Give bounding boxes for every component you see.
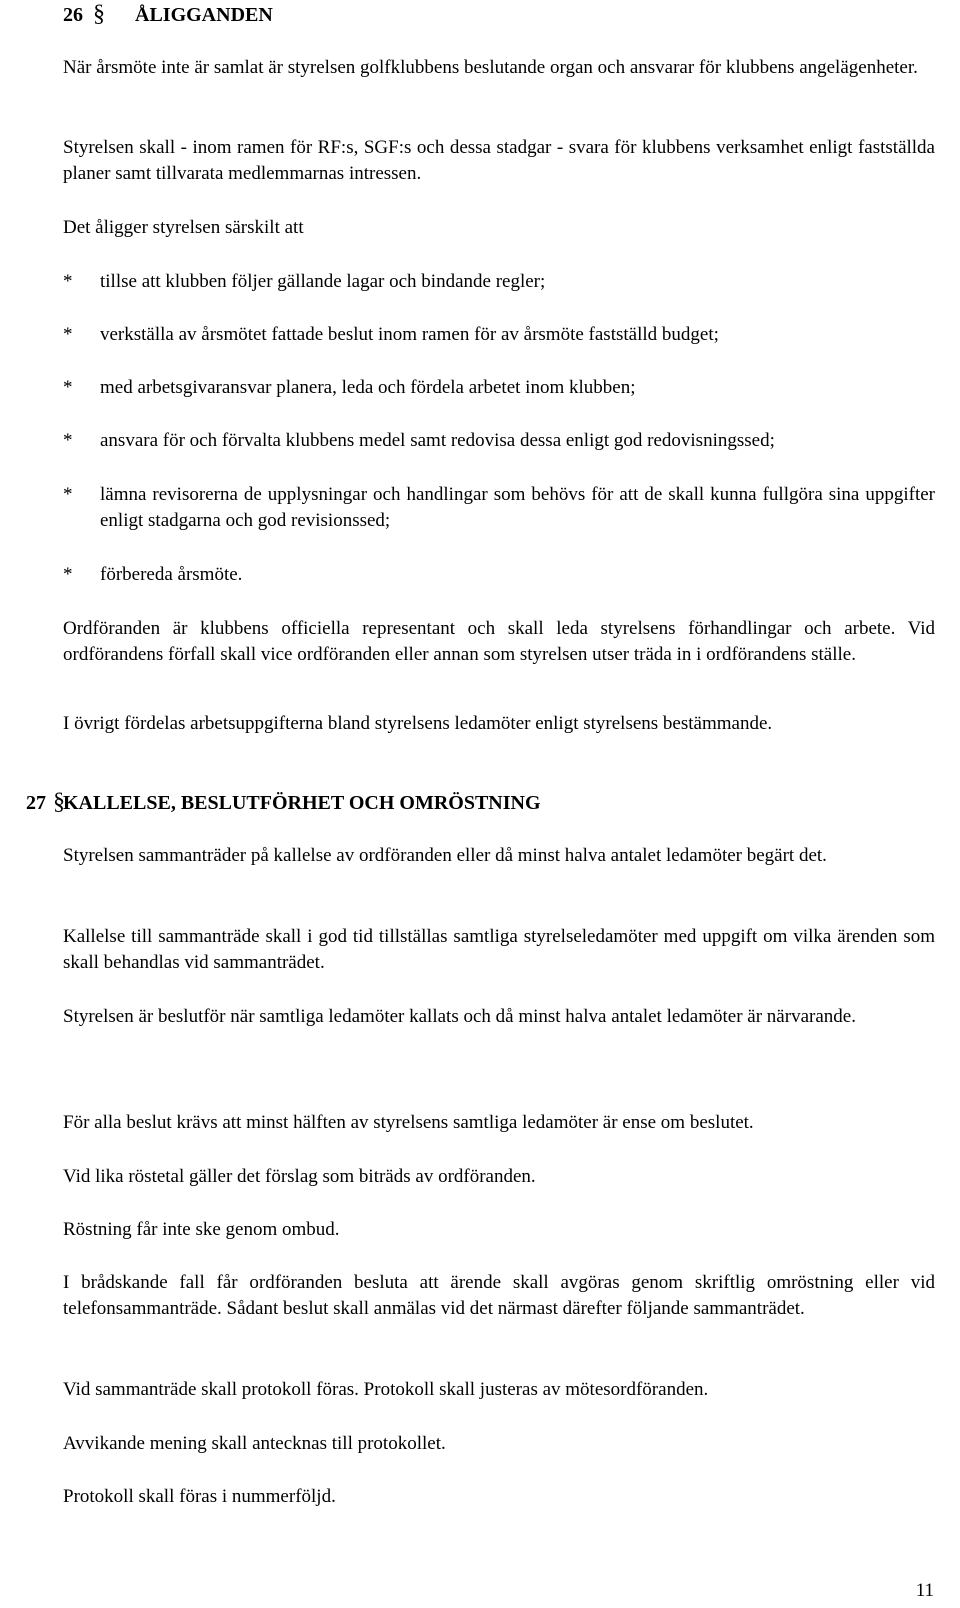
bullet-marker: * (63, 271, 73, 292)
bullet-marker: * (63, 564, 73, 585)
bullet-marker: * (63, 377, 73, 398)
bullet-marker: * (63, 324, 73, 345)
paragraph: Ordföranden är klubbens officiella representant och skall leda styrelsens förhandlingar och arbete. Vid ordförandens förfall skall vice ordföranden eller annan som styrelsen utser träda in i ordförandens ställe. (63, 618, 935, 665)
section-27-heading (26, 790, 726, 818)
paragraph: Protokoll skall föras i nummerföljd. (63, 1486, 336, 1507)
section-26-title: ÅLIGGANDEN (135, 4, 273, 26)
paragraph: Avvikande mening skall antecknas till protokollet. (63, 1433, 446, 1454)
list-item-text: tillse att klubben följer gällande lagar och bindande regler; (100, 271, 546, 292)
list-item-text: verkställa av årsmötet fattade beslut inom ramen för av årsmöte fastställd budget; (100, 324, 719, 345)
paragraph: Vid sammanträde skall protokoll föras. Protokoll skall justeras av mötesordföranden. (63, 1379, 709, 1400)
section-26-heading (63, 2, 463, 30)
paragraph: Kallelse till sammanträde skall i god tid tillställas samtliga styrelseledamöter med uppgift om vilka ärenden som skall behandlas vid sammanträdet. (63, 926, 935, 973)
section-27-number: 27 (26, 792, 46, 814)
paragraph: För alla beslut krävs att minst hälften av styrelsens samtliga ledamöter är ense om beslutet. (63, 1112, 754, 1133)
bullet-marker: * (63, 430, 73, 451)
paragraph: Styrelsen skall - inom ramen för RF:s, SGF:s och dessa stadgar - svara för klubbens verksamhet enligt fastställda planer samt tillvarata medlemmarnas intressen. (63, 137, 935, 184)
list-item-text: med arbetsgivaransvar planera, leda och fördela arbetet inom klubben; (100, 377, 636, 398)
paragraph: I brådskande fall får ordföranden besluta att ärende skall avgöras genom skriftlig omröstning eller vid telefonsammanträde. Sådant beslut skall anmälas vid det närmast därefter följande sammanträdet. (63, 1272, 935, 1319)
section-26-number: 26 (63, 4, 83, 26)
section-symbol: § (93, 1, 105, 27)
paragraph: I övrigt fördelas arbetsuppgifterna bland styrelsens ledamöter enligt styrelsens bestämmande. (63, 713, 773, 734)
bullet-marker: * (63, 484, 73, 505)
list-item-text: ansvara för och förvalta klubbens medel samt redovisa dessa enligt god redovisningssed; (100, 430, 775, 451)
paragraph: Det åligger styrelsen särskilt att (63, 217, 304, 238)
list-item-text: förbereda årsmöte. (100, 564, 243, 585)
paragraph: Vid lika röstetal gäller det förslag som biträds av ordföranden. (63, 1166, 536, 1187)
paragraph: När årsmöte inte är samlat är styrelsen golfklubbens beslutande organ och ansvarar för klubbens angelägenheter. (63, 57, 918, 78)
section-27-title: KALLELSE, BESLUTFÖRHET OCH OMRÖSTNING (63, 792, 541, 814)
page-number: 11 (915, 1580, 934, 1601)
paragraph: Röstning får inte ske genom ombud. (63, 1219, 340, 1240)
paragraph: Styrelsen är beslutför när samtliga ledamöter kallats och då minst halva antalet ledamöter är närvarande. (63, 1006, 856, 1027)
list-item-text: lämna revisorerna de upplysningar och handlingar som behövs för att de skall kunna fullgöra sina uppgifter enligt stadgarna och god revisionssed; (100, 484, 935, 531)
paragraph: Styrelsen sammanträder på kallelse av ordföranden eller då minst halva antalet ledamöter begärt det. (63, 845, 827, 866)
section-symbol: § (53, 789, 65, 815)
